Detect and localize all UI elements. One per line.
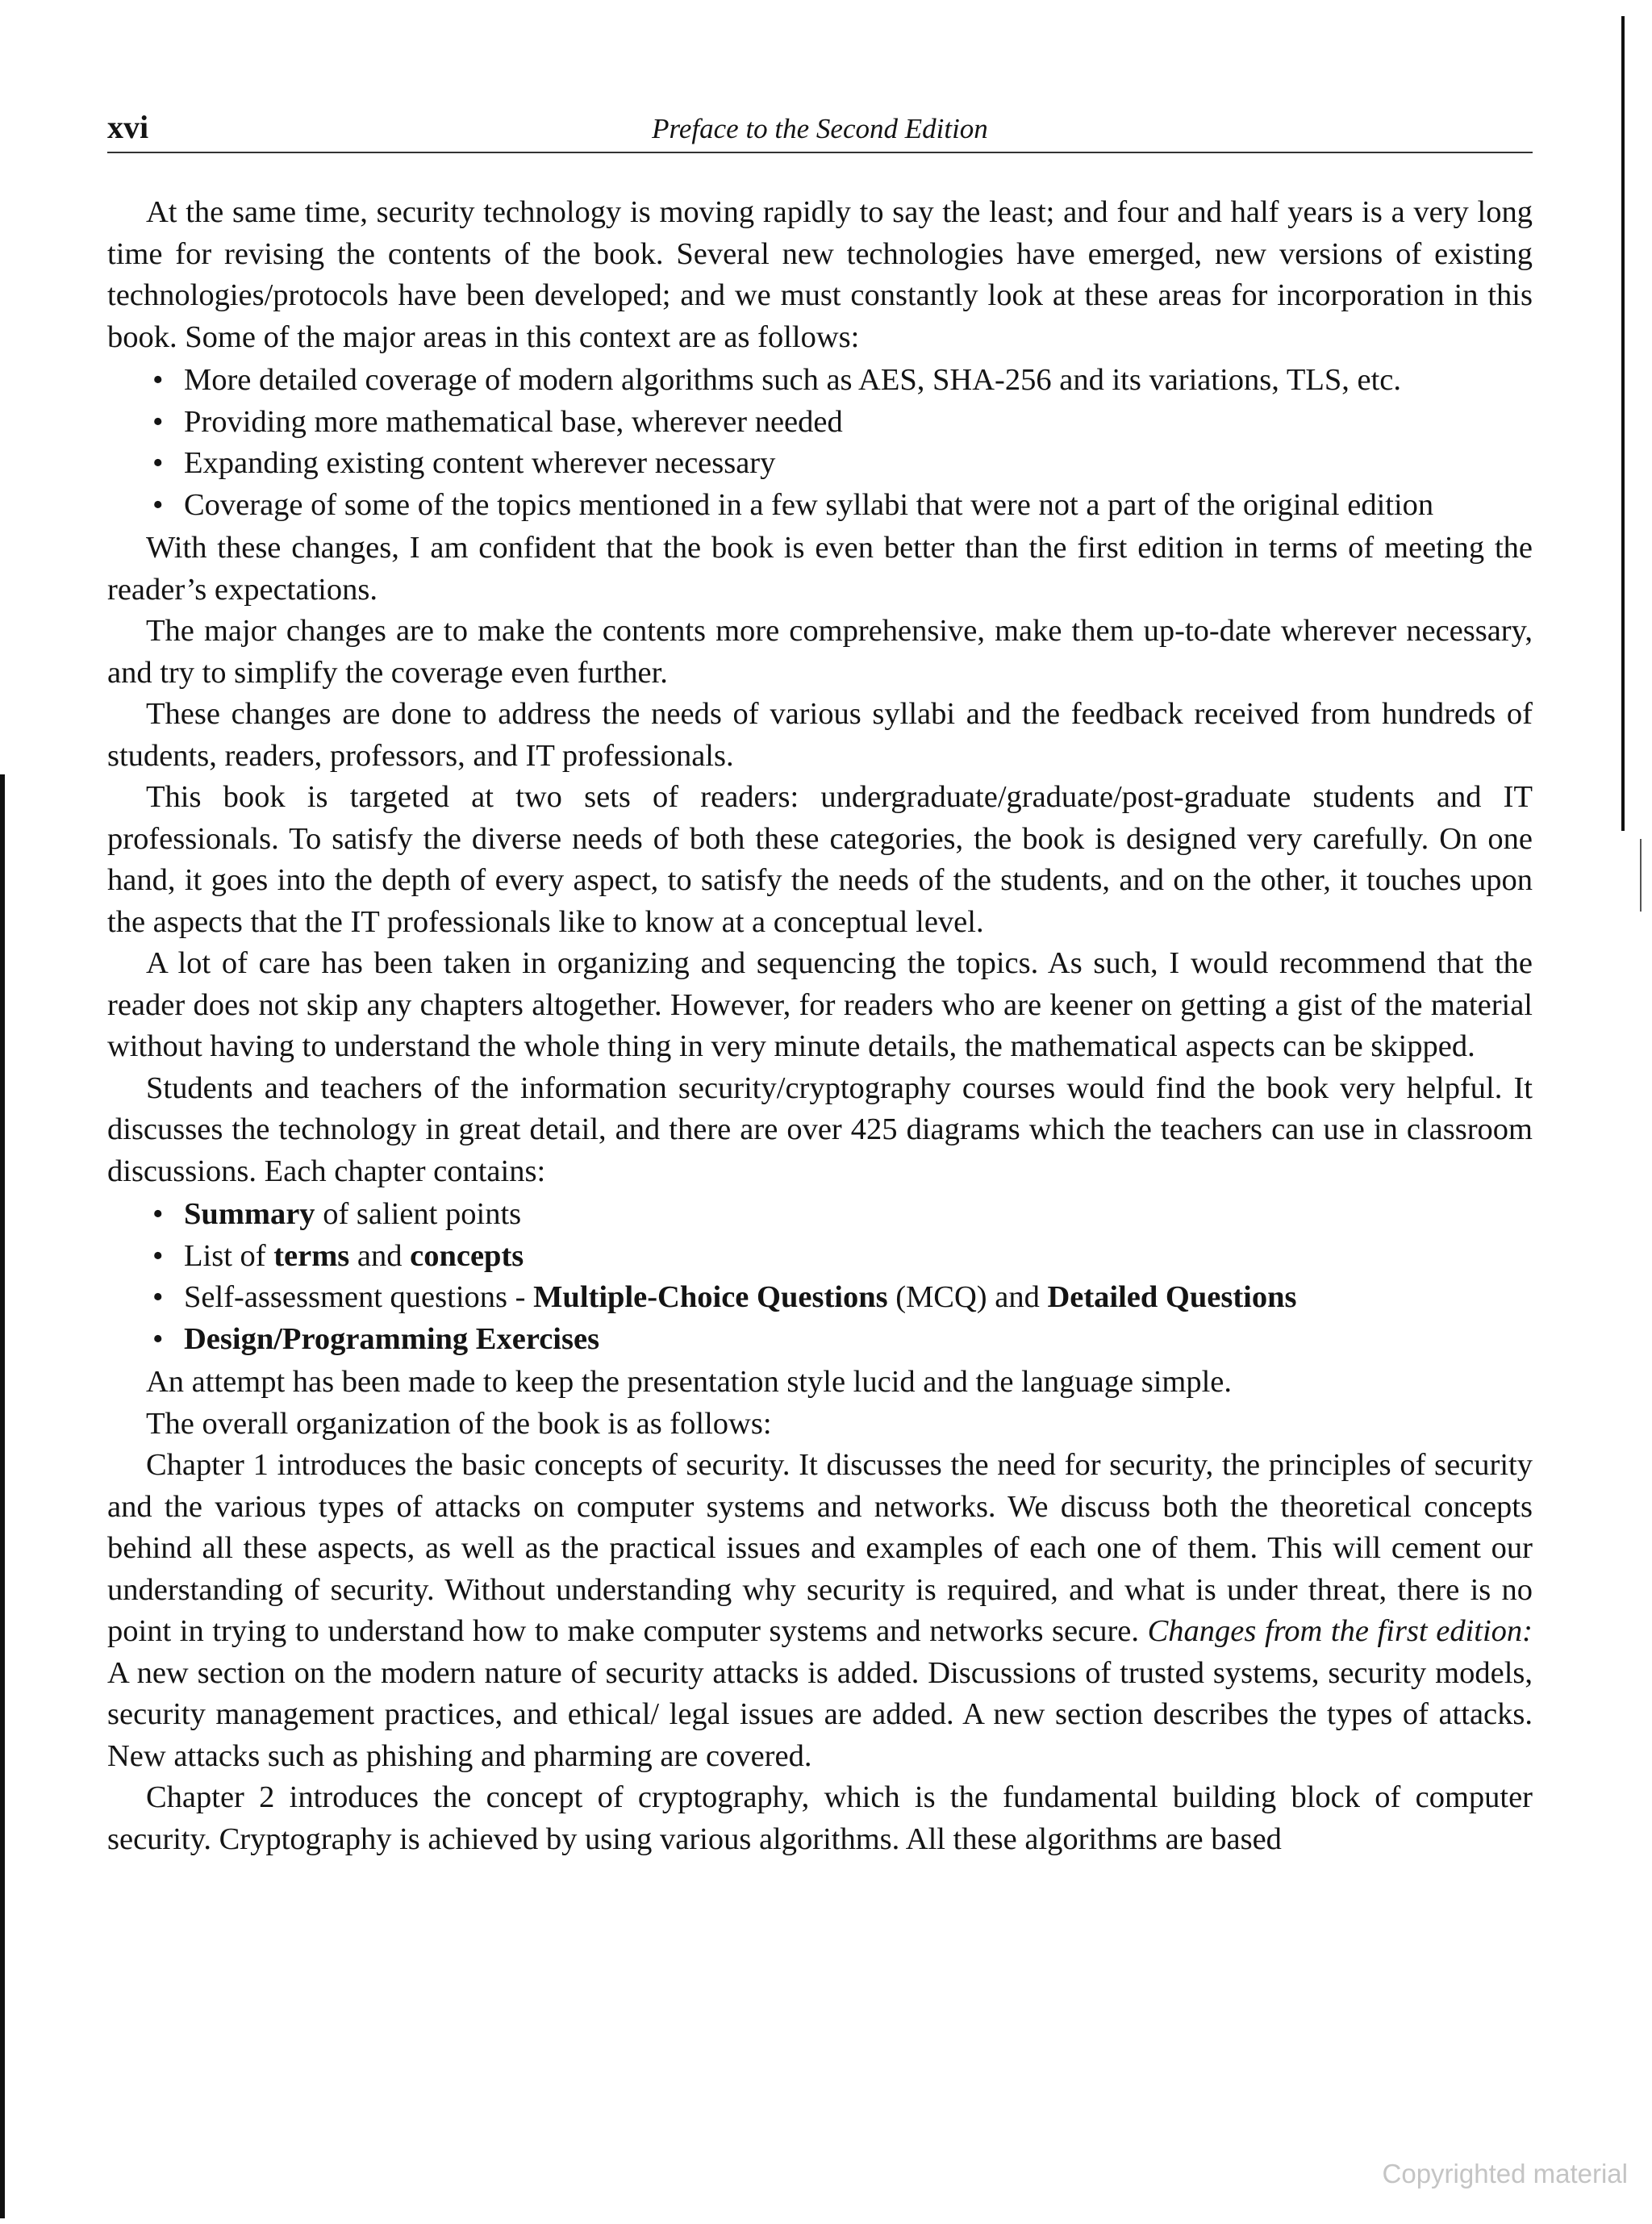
scan-edge-right-lower bbox=[1640, 839, 1642, 912]
page-number: xvi bbox=[107, 109, 149, 145]
running-title: Preface to the Second Edition bbox=[652, 113, 988, 144]
list-item-terms: • List of terms and concepts bbox=[152, 1236, 1533, 1278]
scan-edge-left bbox=[0, 774, 5, 2218]
paragraph-security-technology: At the same time, security technology is moving rapidly to say the least; and four and half years is a very long time for revising the contents of the book. Several new technologies have emerged, new versions of existing technologies/protocols have been developed; and we must constantly look at these areas for incorporation in this book. Some of the major areas in this context are as follows: bbox=[107, 195, 1533, 354]
paragraph-major-changes: The major changes are to make the contents more comprehensive, make them up-to-date wherever necessary, and try to simplify the coverage even further. bbox=[107, 614, 1533, 690]
page-body bbox=[107, 192, 1533, 1860]
paragraph-chapter-1: Chapter 1 introduces the basic concepts of security. It discusses the need for security, the principles of security and the various types of attacks on computer systems and networks. We discuss both the theoretical concepts behind all these aspects, as well as the practical issues and examples of each one of them. This will cement our understanding of security. Without understanding why security is required, and what is under threat, there is no point in trying to understand how to make computer systems and networks secure. Changes from the first edition: A new section on the modern nature of security attacks is added. Discussions of trusted systems, security models, security management practices, and ethical/ legal issues are added. A new section describes the types of attacks. New attacks such as phishing and pharming are covered. bbox=[107, 1448, 1533, 1773]
paragraph-chapter-2: Chapter 2 introduces the concept of cryptography, which is the fundamental building block of computer security. Cryptography is achieved by using various algorithms. All these algorithms are based bbox=[107, 1780, 1533, 1856]
paragraph-presentation-style: An attempt has been made to keep the presentation style lucid and the language simple. bbox=[146, 1365, 1233, 1399]
paragraph-students-teachers: Students and teachers of the information security/cryptography courses would find the book very helpful. It discusses the technology in great detail, and there are over 425 diagrams which the teachers can use in classroom discussions. Each chapter contains: bbox=[107, 1070, 1533, 1188]
paragraph-confidence: With these changes, I am confident that the book is even better than the first edition in terms of meeting the reader’s expectations. bbox=[107, 531, 1533, 607]
list-item-exercises: • Design/Programming Exercises bbox=[152, 1319, 1533, 1361]
list-item: • Expanding existing content wherever necessary bbox=[152, 443, 1533, 485]
changes-label: Changes from the first edition: bbox=[1147, 1614, 1533, 1648]
list-item: • More detailed coverage of modern algorithms such as AES, SHA-256 and its variations, TLS, etc. bbox=[152, 360, 1533, 402]
list-item: • Coverage of some of the topics mentioned in a few syllabi that were not a part of the original edition bbox=[152, 485, 1533, 527]
list-item-questions: • Self-assessment questions - Multiple-Choice Questions (MCQ) and Detailed Questions bbox=[152, 1277, 1533, 1319]
paragraph-organizing-topics: A lot of care has been taken in organizing and sequencing the topics. As such, I would recommend that the reader does not skip any chapters altogether. However, for readers who are keener on getting a gist of the material without having to understand the whole thing in very minute details, the mathematical aspects can be skipped. bbox=[107, 946, 1533, 1063]
paragraph-target-readers: This book is targeted at two sets of readers: undergraduate/graduate/post-graduate students and IT professionals. To satisfy the diverse needs of both these categories, the book is designed very carefully. On one hand, it goes into the depth of every aspect, to satisfy the needs of the students, and on the other, it touches upon the aspects that the IT professionals like to know at a conceptual level. bbox=[107, 780, 1533, 939]
paragraph-organization: The overall organization of the book is as follows: bbox=[146, 1406, 772, 1441]
major-areas-list bbox=[107, 360, 1533, 526]
paragraph-feedback: These changes are done to address the needs of various syllabi and the feedback received from hundreds of students, readers, professors, and IT professionals. bbox=[107, 697, 1533, 773]
copyright-watermark: Copyrighted material bbox=[1382, 2159, 1628, 2189]
chapter-contents-list bbox=[107, 1194, 1533, 1360]
list-item-summary: • Summary of salient points bbox=[152, 1194, 1533, 1236]
list-item: • Providing more mathematical base, wherever needed bbox=[152, 402, 1533, 444]
scan-edge-right bbox=[1621, 16, 1625, 831]
page-header bbox=[107, 103, 1533, 153]
